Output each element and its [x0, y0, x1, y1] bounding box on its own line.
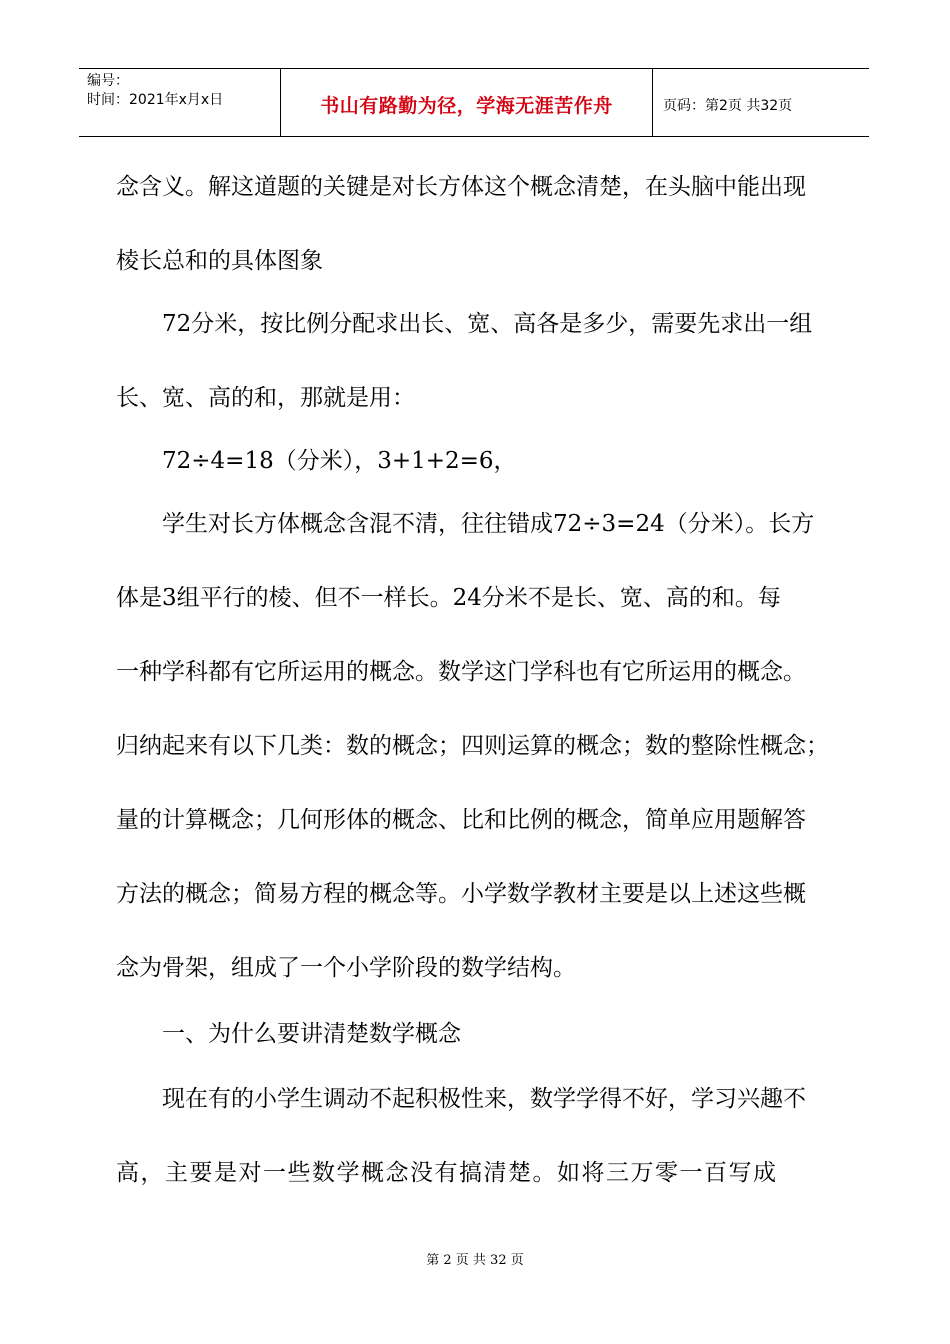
body-paragraph-line: 棱长总和的具体图象	[116, 248, 323, 274]
body-paragraph-line: 高，主要是对一些数学概念没有搞清楚。如将三万零一百写成	[116, 1160, 778, 1186]
body-paragraph-line: 归纳起来有以下几类：数的概念；四则运算的概念；数的整除性概念；	[116, 733, 829, 759]
body-paragraph-line: 念为骨架，组成了一个小学阶段的数学结构。	[116, 955, 576, 981]
body-paragraph-line: 一种学科都有它所运用的概念。数学这门学科也有它所运用的概念。	[116, 659, 806, 685]
page-footer: 第 2 页 共 32 页	[426, 1253, 524, 1268]
header-meta	[87, 72, 223, 110]
document-number-label: 编号：	[87, 73, 129, 89]
body-paragraph-line: 72分米，按比例分配求出长、宽、高各是多少，需要先求出一组	[116, 311, 813, 337]
body-paragraph-line: 量的计算概念；几何形体的概念、比和比例的概念，简单应用题解答	[116, 807, 806, 833]
document-date-label: 时间：2021年x月x日	[87, 92, 224, 108]
header-motto: 书山有路勤为径，学海无涯苦作舟	[320, 95, 613, 117]
body-paragraph-line: 学生对长方体概念含混不清，往往错成72÷3=24（分米）。长方	[116, 511, 815, 537]
section-heading: 一、为什么要讲清楚数学概念	[116, 1021, 461, 1047]
header-divider	[652, 69, 653, 136]
body-paragraph-line: 体是3组平行的棱、但不一样长。24分米不是长、宽、高的和。每	[116, 585, 781, 611]
body-paragraph-line: 现在有的小学生调动不起积极性来，数学学得不好，学习兴趣不	[116, 1086, 806, 1112]
header-page-label: 页码：第2页 共32页	[663, 98, 793, 114]
body-paragraph-line: 长、宽、高的和，那就是用：	[116, 385, 415, 411]
page-header	[79, 68, 869, 137]
body-paragraph-line: 72÷4=18（分米），3+1+2=6，	[116, 448, 517, 474]
body-paragraph-line: 念含义。解这道题的关键是对长方体这个概念清楚，在头脑中能出现	[116, 174, 806, 200]
body-paragraph-line: 方法的概念；简易方程的概念等。小学数学教材主要是以上述这些概	[116, 881, 806, 907]
